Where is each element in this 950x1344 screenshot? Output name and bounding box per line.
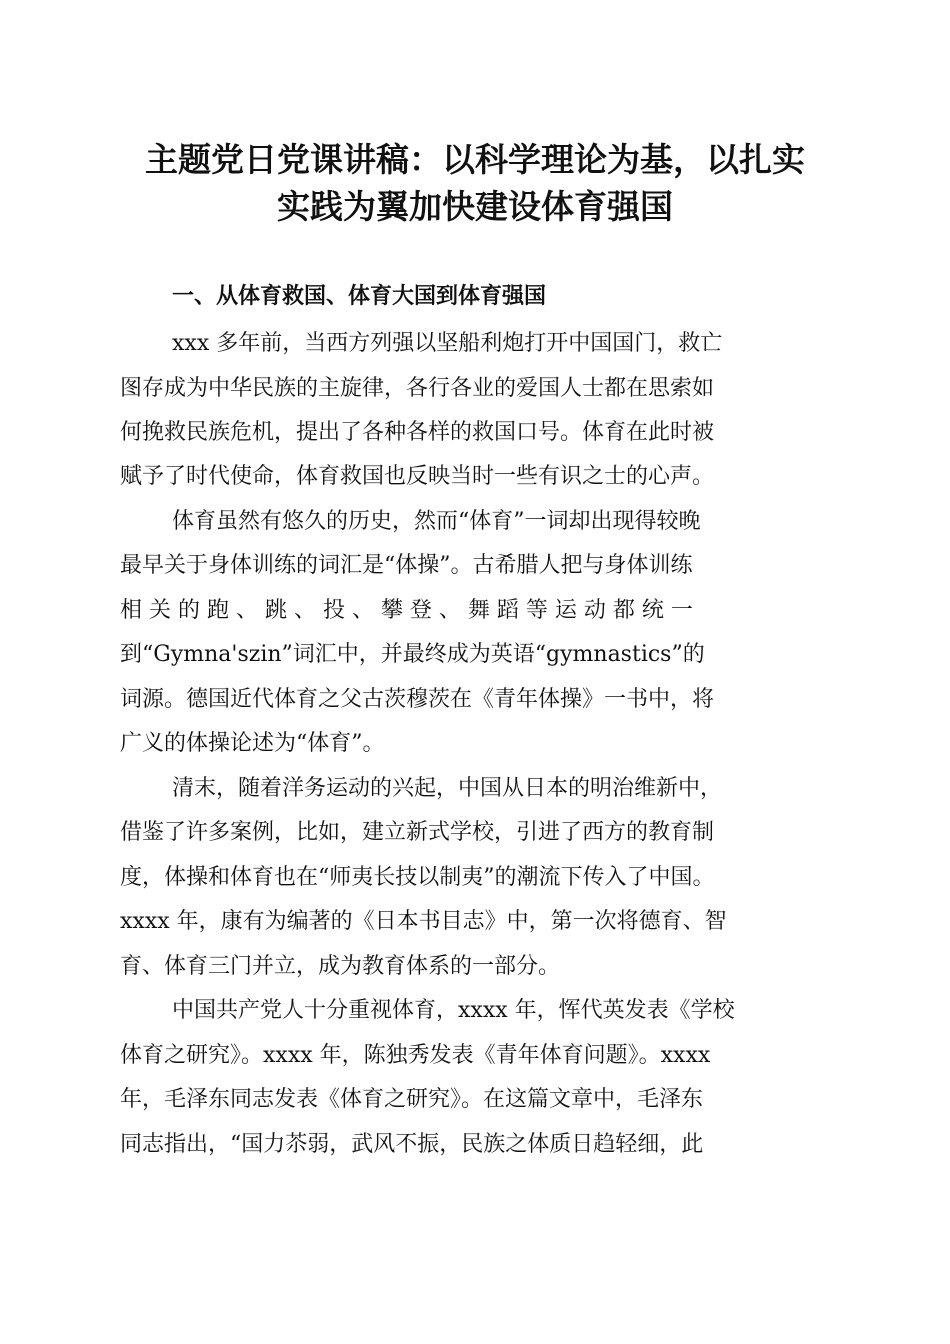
paragraph-3-line-4: xxxx 年，康有为编著的《日本书目志》中，第一次将德育、智 [120,909,727,934]
paragraph-1-line-3: 何挽救民族危机，提出了各种各样的救国口号。体育在此时被 [120,420,715,445]
paragraph-2-line-6: 广义的体操论述为“体育”。 [120,731,385,756]
paragraph-4-line-2: 体育之研究》。xxxx 年，陈独秀发表《青年体育问题》。xxxx [120,1043,711,1068]
paragraph-1-line-2: 图存成为中华民族的主旋律，各行各业的爱国人士都在思索如 [120,376,715,401]
paragraph-4-line-1: 中国共产党人十分重视体育，xxxx 年，恽代英发表《学校 [172,998,735,1023]
paragraph-4-line-3: 年，毛泽东同志发表《体育之研究》。在这篇文章中，毛泽东 [120,1087,704,1112]
document-title-line-1: 主题党日党课讲稿：以科学理论为基，以扎实 [145,140,805,179]
paragraph-2-line-4: 到“Gymna'szin”词汇中，并最终成为英语“gymnastics”的 [120,642,705,667]
paragraph-1-line-4: 赋予了时代使命，体育救国也反映当时一些有识之士的心声。 [120,464,715,489]
paragraph-2-line-5: 词源。德国近代体育之父古茨穆茨在《青年体操》一书中，将 [120,687,715,712]
paragraph-1-line-1: xxx 多年前，当西方列强以坚船利炮打开中国国门，救亡 [172,331,723,356]
paragraph-3-line-5: 育、体育三门并立，成为教育体系的一部分。 [120,954,561,979]
paragraph-2-line-1: 体育虽然有悠久的历史，然而“体育”一词却出现得较晚 [172,509,701,534]
paragraph-3-line-1: 清末，随着洋务运动的兴起，中国从日本的明治维新中， [172,776,723,801]
paragraph-4-line-4: 同志指出，“国力苶弱，武风不振，民族之体质日趋轻细，此 [120,1132,704,1157]
document-title-line-2: 实践为翼加快建设体育强国 [277,187,673,226]
paragraph-3-line-2: 借鉴了许多案例，比如，建立新式学校，引进了西方的教育制 [120,820,715,845]
paragraph-2-line-3: 相 关 的 跑 、 跳 、 投 、 攀 登 、 舞 蹈 等 运 动 都 统 一 [120,598,693,623]
paragraph-3-line-3: 度，体操和体育也在“师夷长技以制夷”的潮流下传入了中国。 [120,865,715,890]
paragraph-2-line-2: 最早关于身体训练的词汇是“体操”。古希腊人把与身体训练 [120,553,693,578]
section-heading: 一、从体育救国、体育大国到体育强国 [172,284,547,309]
